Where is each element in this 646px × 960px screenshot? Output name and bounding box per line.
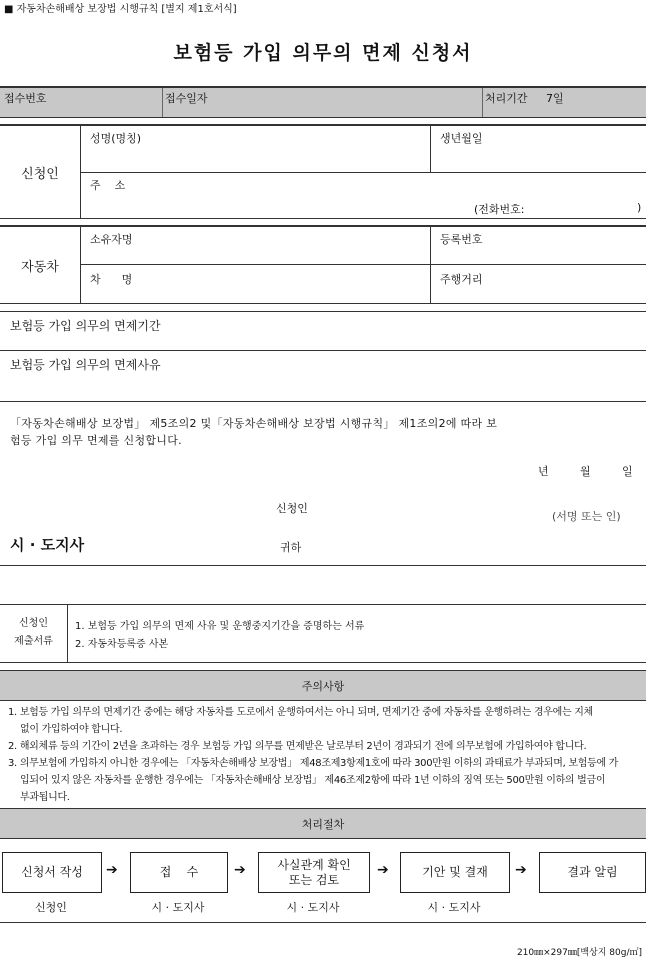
- process-step-2-actor: 시 · 도지사: [151, 901, 205, 914]
- applicant-birth-label: 생년월일: [440, 132, 483, 145]
- applicant-phone-label: (전화번호:: [474, 203, 525, 216]
- processing-period-label: 처리기간: [485, 92, 528, 105]
- paper-spec: 210㎜×297㎜[백상지 80g/㎡]: [516, 948, 642, 958]
- applicant-address-label: 주 소: [90, 179, 126, 192]
- document-item-1: 1. 보험등 가입 의무의 면제 사유 및 운행중지기간을 증명하는 서류: [75, 621, 365, 632]
- process-step-2-box: [130, 852, 228, 893]
- process-step-1-text: 신청서 작성: [21, 865, 83, 879]
- vehicle-section-label: 자동차: [21, 259, 59, 275]
- vehicle-mileage-label: 주행거리: [440, 273, 483, 286]
- exemption-reason-label: 보험등 가입 의무의 면제사유: [10, 358, 161, 372]
- note-item-1-line-2: 없이 가입하여야 합니다.: [20, 724, 123, 735]
- form-title: 보험등 가입 의무의 면제 신청서: [173, 42, 473, 64]
- receipt-number-label: 접수번호: [4, 92, 47, 105]
- signer-label: 신청인: [276, 502, 308, 515]
- documents-label-line2: 제출서류: [14, 636, 53, 647]
- vehicle-reg-label: 등록번호: [440, 233, 483, 246]
- process-step-3-text-1: 사실관계 확인: [277, 857, 351, 872]
- note-item-3-line-1: 3. 의무보험에 가입하지 아니한 경우에는 「자동차손해배상 보장법」 제48조제3항제1호에 따라 300만원 이하의 과태료가 부과되며, 보험등에 가: [8, 758, 619, 769]
- date-month-label: 월: [580, 465, 591, 478]
- documents-label-line1: 신청인: [19, 618, 48, 629]
- process-step-4-box: [400, 852, 510, 893]
- process-step-4-text: 기안 및 결재: [422, 865, 488, 879]
- note-item-3-line-2: 입되어 있지 않은 자동차를 운행한 경우에는 「자동차손해배상 보장법」 제46조제2항에 따라 1년 이하의 징역 또는 500만원 이하의 벌금이: [20, 775, 606, 786]
- arrow-icon: ➔: [515, 862, 527, 878]
- process-step-1-actor: 신청인: [35, 901, 67, 914]
- process-step-2-text: 접 수: [159, 865, 199, 879]
- form-reference: ■ 자동차손해배상 보장법 시행규칙 [별지 제1호서식]: [4, 4, 237, 15]
- arrow-icon: ➔: [106, 862, 118, 878]
- arrow-icon: ➔: [377, 862, 389, 878]
- applicant-phone-close: ): [637, 201, 642, 214]
- process-title: 처리절차: [301, 818, 345, 831]
- date-day-label: 일: [622, 465, 633, 478]
- applicant-name-label: 성명(명칭): [90, 132, 142, 145]
- vehicle-model-label: 차 명: [90, 273, 133, 286]
- note-item-3-line-3: 부과됩니다.: [20, 792, 70, 803]
- process-step-3-actor: 시 · 도지사: [286, 901, 340, 914]
- process-step-5-box: [539, 852, 646, 893]
- statement-line-1: 「자동차손해배상 보장법」 제5조의2 및「자동차손해배상 보장법 시행규칙」 제1조의2에 따라 보: [10, 417, 498, 430]
- receipt-date-label: 접수일자: [165, 92, 208, 105]
- vehicle-owner-label: 소유자명: [90, 233, 133, 246]
- process-step-5-text: 결과 알림: [567, 865, 618, 879]
- process-step-3-text-2: 또는 검토: [288, 872, 340, 887]
- notes-title: 주의사항: [301, 680, 345, 693]
- document-item-2: 2. 자동차등록증 사본: [75, 639, 169, 650]
- process-step-1-box: [2, 852, 102, 893]
- applicant-section-label: 신청인: [21, 166, 59, 182]
- date-year-label: 년: [538, 465, 549, 478]
- note-item-2: 2. 해외체류 등의 기간이 2년을 초과하는 경우 보험등 가입 의무를 면제받은 날로부터 2년이 경과되기 전에 의무보험에 가입하여야 합니다.: [8, 741, 587, 752]
- honorific: 귀하: [280, 541, 302, 554]
- arrow-icon: ➔: [234, 862, 246, 878]
- statement-line-2: 험등 가입 의무 면제를 신청합니다.: [10, 434, 182, 447]
- process-step-3-box: [258, 852, 370, 893]
- note-item-1-line-1: 1. 보험등 가입 의무의 면제기간 중에는 해당 자동차를 도로에서 운행하여서는 아니 되며, 면제기간 중에 자동차를 운행하려는 경우에는 지체: [8, 707, 593, 718]
- processing-period-value: 7일: [546, 92, 564, 105]
- exemption-period-label: 보험등 가입 의무의 면제기간: [10, 319, 161, 333]
- process-step-4-actor: 시 · 도지사: [427, 901, 481, 914]
- signature-label: (서명 또는 인): [552, 510, 621, 523]
- addressee: 시 · 도지사: [10, 536, 85, 554]
